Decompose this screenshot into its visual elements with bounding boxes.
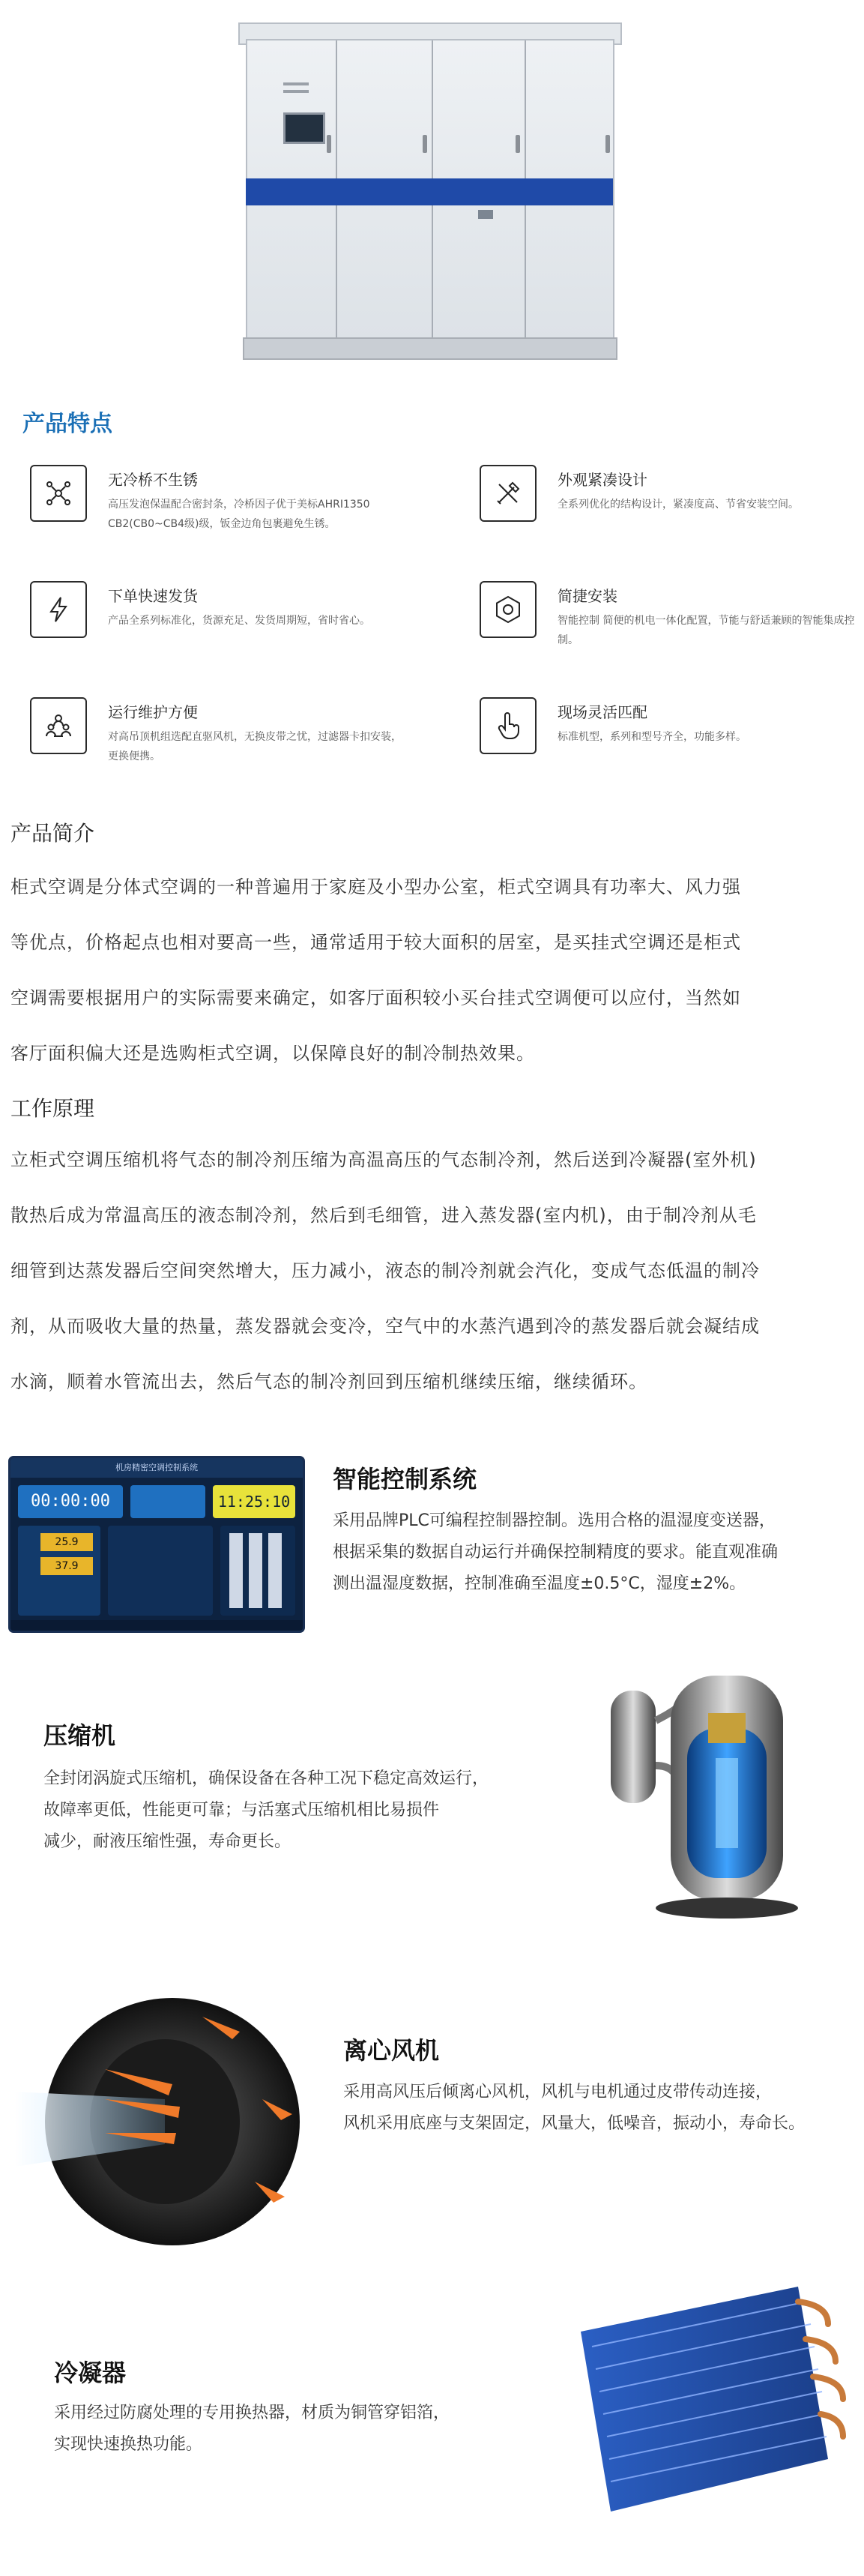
feature-item	[30, 581, 405, 663]
feature-item	[480, 581, 854, 663]
feature-desc: 产品全系列标准化，货源充足、发货周期短，省时省心。	[108, 615, 370, 627]
centrifugal-fan-image	[15, 1987, 300, 2257]
feature-title: 简捷安装	[558, 587, 617, 605]
lightning-icon	[30, 581, 87, 638]
feature-desc: 标准机型，系列和型号齐全，功能多样。	[558, 731, 746, 743]
intro-line: 空调需要根据用户的实际需要来确定，如客厅面积较小买台挂式空调便可以应付，当然如	[10, 987, 741, 1008]
compressor-title: 压缩机	[43, 1721, 116, 1750]
feature-desc: 智能控制 简便的机电一体化配置，节能与舒适兼顾的智能集成控制。	[558, 615, 855, 646]
compressor-line: 故障率更低，性能更可靠；与活塞式压缩机相比易损件	[43, 1801, 440, 1820]
feature-item	[30, 465, 405, 547]
compressor-image	[596, 1661, 798, 1938]
screen-humidity: 37.9	[40, 1557, 93, 1575]
condenser-line: 实现快速换热功能。	[54, 2435, 203, 2454]
feature-item	[480, 697, 854, 780]
feature-title: 现场灵活匹配	[558, 703, 647, 721]
fan-line: 风机采用底座与支架固定，风量大，低噪音，振动小，寿命长。	[343, 2114, 806, 2133]
feature-desc: 全系列优化的结构设计，紧凑度高、节省安装空间。	[558, 499, 799, 511]
compressor-line: 减少，耐液压缩性强，寿命更长。	[43, 1832, 291, 1851]
control-screen	[283, 112, 325, 144]
network-icon	[30, 465, 87, 522]
screen-clock-1: 00:00:00	[18, 1485, 123, 1518]
fan-text	[343, 2077, 860, 2140]
feature-item	[30, 697, 405, 780]
fan-title: 离心风机	[343, 2036, 440, 2065]
condenser-title: 冷凝器	[54, 2359, 127, 2387]
feature-title: 运行维护方便	[108, 703, 198, 721]
compressor-line: 全封闭涡旋式压缩机，确保设备在各种工况下稳定高效运行，	[43, 1769, 489, 1788]
condenser-image	[551, 2272, 858, 2534]
principle-line: 立柜式空调压缩机将气态的制冷剂压缩为高温高压的气态制冷剂，然后送到冷凝器(室外机)	[10, 1149, 757, 1170]
feature-title: 下单快速发货	[108, 587, 198, 605]
principle-title: 工作原理	[10, 1096, 95, 1121]
intro-line: 客厅面积偏大还是选购柜式空调，以保障良好的制冷制热效果。	[10, 1043, 535, 1064]
intro-paragraph	[10, 859, 854, 1081]
intro-line: 等优点，价格起点也相对要高一些，通常适用于较大面积的居室，是买挂式空调还是柜式	[10, 932, 741, 953]
principle-line: 细管到达蒸发器后空间突然增大，压力减小，液态的制冷剂就会汽化，变成气态低温的制冷	[10, 1260, 760, 1281]
blue-stripe	[246, 178, 613, 205]
principle-paragraph	[10, 1132, 854, 1409]
feature-title: 无冷桥不生锈	[108, 471, 198, 489]
controller-screen-image	[10, 1458, 303, 1631]
feature-desc: 对高吊顶机组选配直驱风机，无换皮带之忧，过滤器卡扣安装，更换便携。	[108, 731, 402, 762]
screen-header: 机房精密空调控制系统	[10, 1458, 303, 1478]
hex-nut-icon	[480, 581, 537, 638]
condenser-text	[54, 2398, 564, 2461]
air-conditioner-unit-image	[238, 22, 620, 358]
tools-icon	[480, 465, 537, 522]
principle-line: 水滴，顺着水管流出去，然后气态的制冷剂回到压缩机继续压缩，继续循环。	[10, 1371, 647, 1392]
feature-desc: 高压发泡保温配合密封条，冷桥因子优于美标AHRI1350 CB2(CB0~CB4级)级，钣金边角包裹避免生锈。	[108, 499, 370, 530]
principle-line: 剂，从而吸收大量的热量，蒸发器就会变冷，空气中的水蒸汽遇到冷的蒸发器后就会凝结成	[10, 1316, 760, 1337]
features-title: 产品特点	[22, 411, 112, 437]
control-title: 智能控制系统	[333, 1465, 477, 1493]
control-line: 采用品牌PLC可编程控制器控制。选用合格的温湿度变送器，	[333, 1511, 776, 1530]
control-text	[333, 1505, 857, 1600]
principle-line: 散热后成为常温高压的液态制冷剂，然后到毛细管，进入蒸发器(室内机)，由于制冷剂从毛	[10, 1205, 757, 1226]
intro-title: 产品简介	[10, 821, 95, 846]
compressor-text	[43, 1763, 568, 1858]
screen-clock-2: 11:25:10	[213, 1485, 295, 1518]
control-line: 测出温湿度数据，控制准确至温度±0.5°C，湿度±2%。	[333, 1574, 746, 1593]
team-icon	[30, 697, 87, 754]
feature-item	[480, 465, 854, 547]
feature-title: 外观紧凑设计	[558, 471, 647, 489]
control-line: 根据采集的数据自动运行并确保控制精度的要求。能直观准确	[333, 1543, 779, 1562]
screen-temp: 25.9	[40, 1533, 93, 1551]
fan-line: 采用高风压后倾离心风机，风机与电机通过皮带传动连接，	[343, 2083, 773, 2101]
condenser-line: 采用经过防腐处理的专用换热器，材质为铜管穿铝箔，	[54, 2404, 450, 2422]
intro-line: 柜式空调是分体式空调的一种普遍用于家庭及小型办公室，柜式空调具有功率大、风力强	[10, 876, 741, 897]
hand-pointer-icon	[480, 697, 537, 754]
